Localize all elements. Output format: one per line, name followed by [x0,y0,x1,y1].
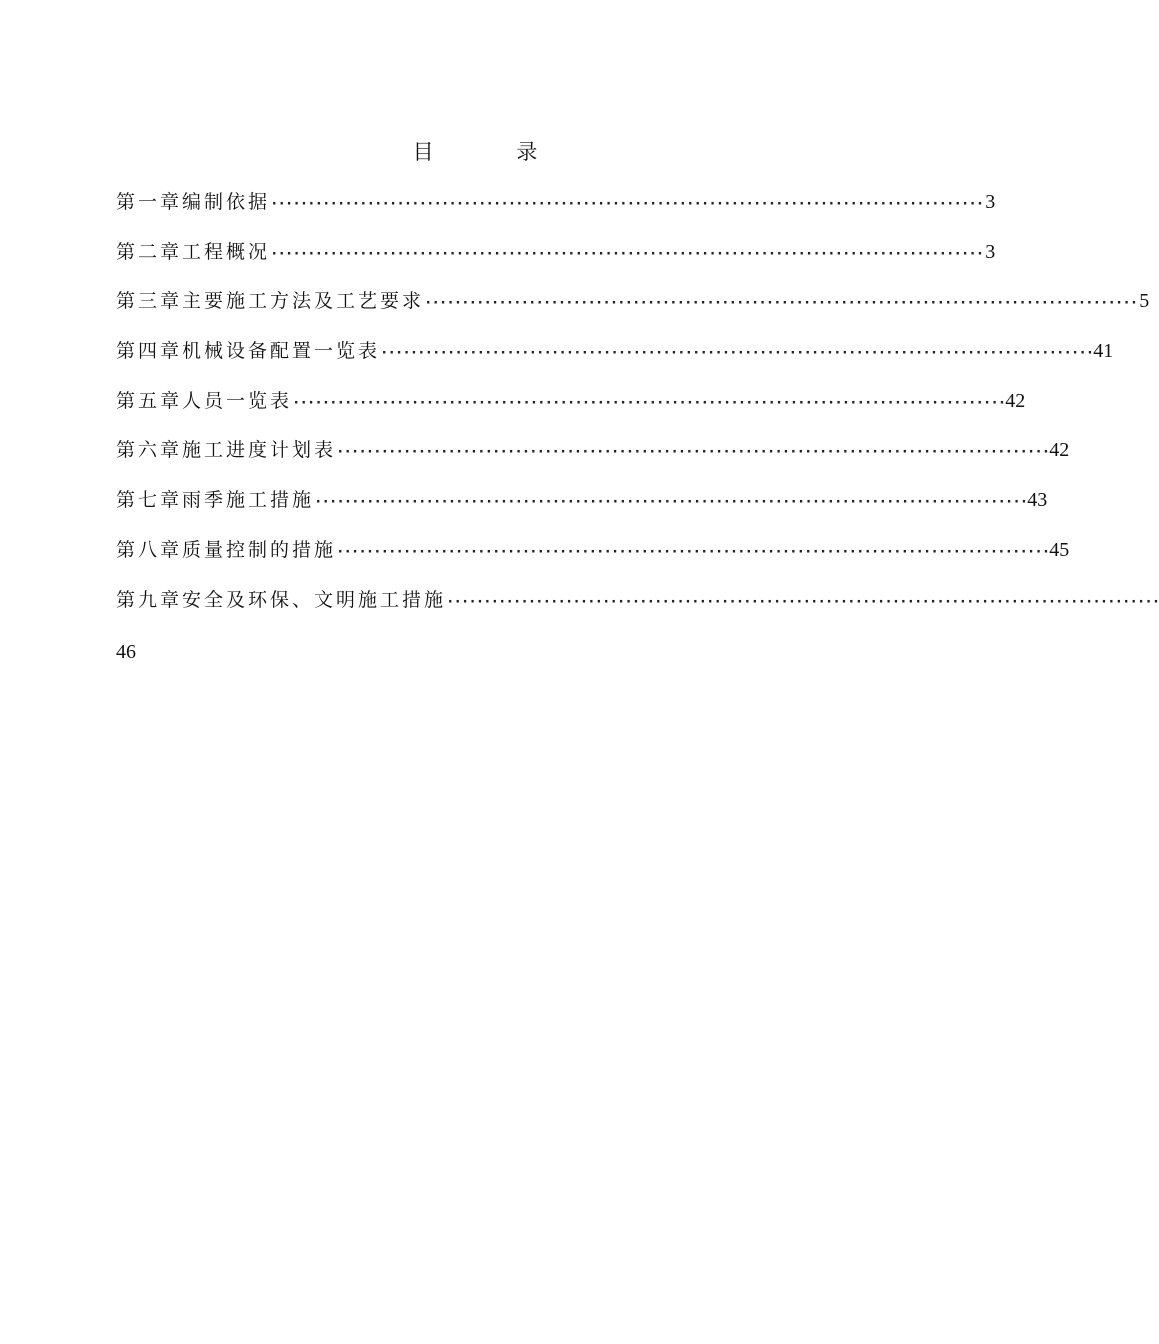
toc-entry-5[interactable] [116,385,1026,435]
chapter-title: 编制依据 [182,191,271,213]
toc-entry-9[interactable] [116,584,1159,634]
page-number: 45 [1049,538,1070,561]
dot-leader: ································································································ [446,593,1159,610]
toc-entry-7[interactable] [116,484,1048,534]
chapter-title: 施工进度计划表 [182,439,337,462]
dot-leader: ································································································ [314,494,1028,511]
toc-entry-1[interactable] [116,186,996,236]
chapter-title: 质量控制的措施 [182,538,337,561]
page-number: 3 [985,191,996,213]
page-number-wrapped: 46 [116,641,136,663]
page-number: 43 [1027,489,1048,512]
chapter-number: 第三章 [116,290,183,313]
table-of-contents [116,186,1159,633]
chapter-title: 人员一览表 [182,389,293,412]
dot-leader: ································································································ [380,345,1094,362]
chapter-number: 第四章 [116,340,183,363]
toc-entry-6[interactable] [116,434,1070,484]
chapter-title: 安全及环保、文明施工措施 [182,588,447,611]
page-number: 41 [1093,340,1114,363]
dot-leader: ································································································ [270,196,984,212]
page-number: 42 [1005,389,1026,412]
page-number: 42 [1049,439,1070,462]
dot-leader: ································································································ [336,444,1050,461]
chapter-number: 第六章 [116,439,183,462]
chapter-title: 工程概况 [182,240,271,263]
toc-entry-4[interactable] [116,335,1114,385]
chapter-number: 第七章 [116,489,183,512]
toc-entry-8[interactable] [116,534,1070,584]
chapter-number: 第二章 [116,240,183,263]
dot-leader: ································································································ [270,245,984,262]
toc-entry-2[interactable] [116,236,996,286]
toc-title: 目 录 [412,140,576,164]
chapter-number: 第九章 [116,588,183,611]
page-number: 3 [985,240,996,263]
chapter-title: 雨季施工措施 [182,489,315,512]
toc-entry-3[interactable] [116,285,1150,335]
dot-leader: ································································································ [336,543,1050,560]
chapter-number: 第五章 [116,389,183,412]
dot-leader: ································································································ [424,295,1138,312]
chapter-number: 第八章 [116,538,183,561]
page-number: 5 [1139,290,1150,313]
dot-leader: ································································································ [292,394,1006,411]
chapter-title: 机械设备配置一览表 [182,340,381,363]
chapter-title: 主要施工方法及工艺要求 [182,290,425,313]
chapter-number: 第一章 [116,191,183,213]
